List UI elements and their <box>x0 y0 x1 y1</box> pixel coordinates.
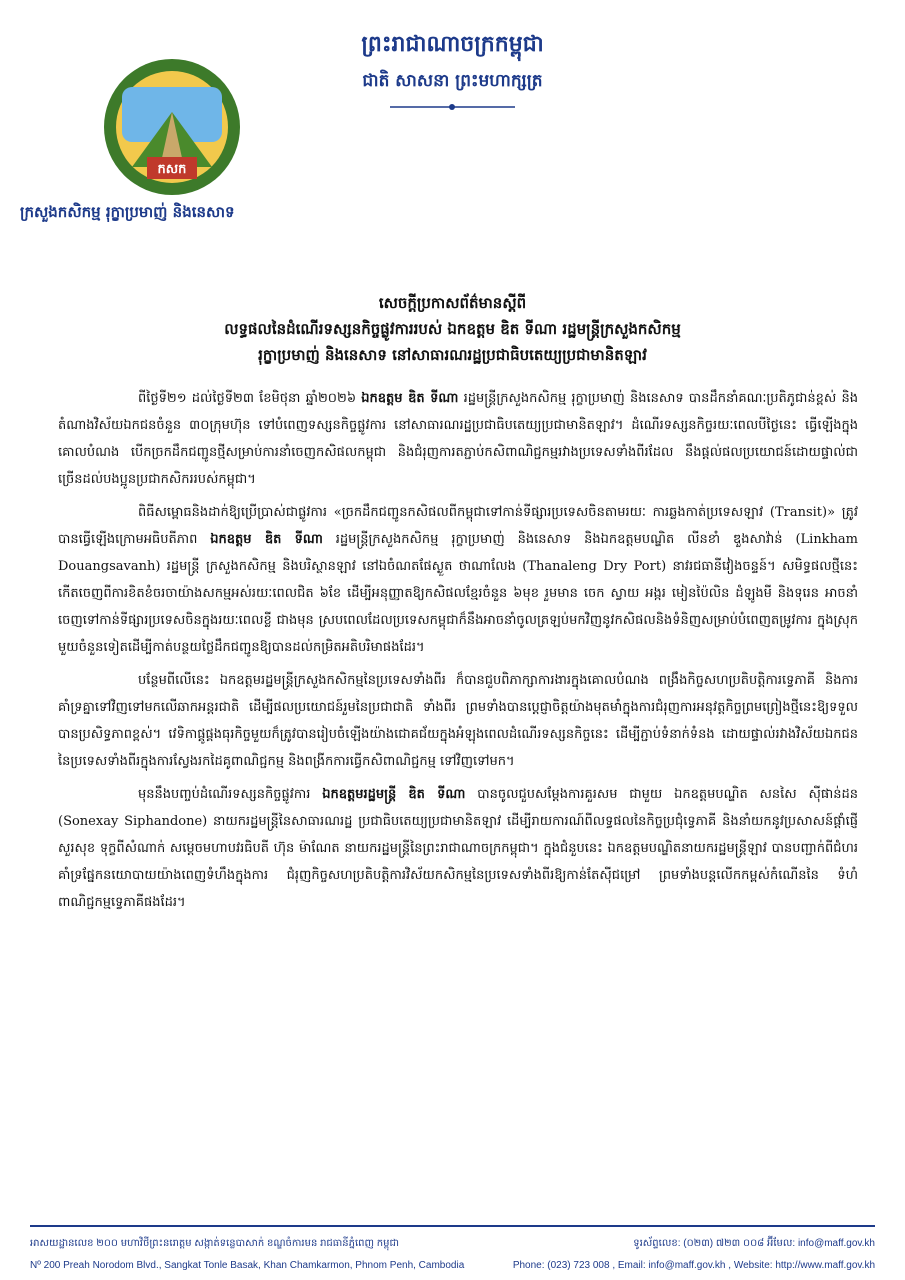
footer-contact <box>500 1233 875 1277</box>
paragraph: ពីថ្ងៃទី២១ ដល់ថ្ងៃទី២៣ ខែមិថុនា ឆ្នាំ២០២៦ ឯកឧត្តម ឌិត ទីណា រដ្ឋមន្ត្រីក្រសួងកសិកម្ម រុក្ខាប្រមាញ់ និងនេសាទ បានដឹកនាំគណៈប្រតិភូជាន់ខ្ពស់ និងតំណាងវិស័យឯកជនចំនួន ៣០ក្រុមហ៊ុន ទៅបំពេញទស្សនកិច្ចផ្លូវការ នៅសាធារណរដ្ឋប្រជាធិបតេយ្យប្រជាមានិតឡាវ។ ដំណើរទស្សនកិច្ចរយៈពេលបីថ្ងៃនេះ ធ្វើឡើងក្នុងគោលបំណង បើកច្រកដឹកជញ្ជូនថ្មីសម្រាប់ការនាំចេញកសិផលកម្ពុជា និងជំរុញការតភ្ជាប់កសិពាណិជ្ជកម្មរវាងប្រទេសទាំងពីរដែល នឹងផ្តល់ផលប្រយោជន៍ដោយផ្ទាល់ជាច្រើនដល់បងប្អូនប្រជាកសិកររបស់កម្ពុជា។ <box>58 391 858 487</box>
title-line-3: រុក្ខាប្រមាញ់ និងនេសាទ នៅសាធារណរដ្ឋប្រជាធិបតេយ្យប្រជាមានិតឡាវ <box>258 346 647 364</box>
address-khmer: អាសយដ្ឋានលេខ ២០០ មហាវិថីព្រះនរោត្តម សង្កាត់ទន្លេបាសាក់ ខណ្ឌចំការមន រាជធានីភ្នំពេញ កម្ពុជា <box>30 1238 400 1249</box>
logo-text: កសក <box>157 162 187 177</box>
contact-english: Phone: (023) 723 008 , Email: info@maff.gov.kh , Website: http://www.maff.gov.kh <box>512 1260 875 1271</box>
ornament-divider <box>390 102 515 112</box>
title-line-1: សេចក្តីប្រកាសព័ត៌មានស្តីពី <box>378 294 527 312</box>
paragraph: ពិធីសម្ពោធនិងដាក់ឱ្យប្រើប្រាស់ជាផ្លូវការ «ច្រកដឹកជញ្ជូនកសិផលពីកម្ពុជាទៅកាន់ទីផ្សារប្រទេសចិនតាមរយៈ ការឆ្លងកាត់ប្រទេសឡាវ (Transit)» ត្រូវបានធ្វើឡើងក្រោមអធិបតីភាព ឯកឧត្តម ឌិត ទីណា រដ្ឋមន្ត្រីក្រសួងកសិកម្ម រុក្ខាប្រមាញ់ និងនេសាទ និងឯកឧត្តមបណ្ឌិត លីនខាំ ឌួងសាវ៉ាន់ (Linkham Douangsavanh) រដ្ឋមន្ត្រី ក្រសួងកសិកម្ម និងបរិស្ថានឡាវ នៅឯចំណតផែស្ងួត ថាណាលែង (Thanaleng Dry Port) នាវរជធានីវៀងចន្ទន៍។ សមិទ្ធផលថ្មីនេះ កើតចេញពីការខិតខំចរចាយ៉ាងសកម្មអស់រយៈពេលជិត ៦ខែ ដើម្បីអនុញ្ញាតឱ្យកសិផលខ្មែរចំនួន ៦មុខ រួមមាន ចេក ស្វាយ អង្ករ មៀនប៉ៃលិន ដំឡូងមី និងទុរេន អាចនាំចេញទៅកាន់ទីផ្សារប្រទេសចិនក្នុងរយៈពេលខ្លី ជាងមុន ស្របពេលដែលប្រទេសកម្ពុជាក៏នឹងអាចនាំចូលត្រឡប់មកវិញនូវកសិផលនិងទំនិញសម្រាប់បំពេញតម្រូវការ ក្នុងស្រុកមួយចំនួនទៀតដើម្បីកាត់បន្ថយថ្លៃដឹកជញ្ជូនឱ្យបានដល់កម្រិតអតិបរិមាផងដែរ។ <box>58 505 859 655</box>
document-body <box>58 385 858 922</box>
ministry-name: ក្រសួងកសិកម្ម រុក្ខាប្រមាញ់ និងនេសាទ <box>20 203 235 221</box>
paragraph: មុននឹងបញ្ចប់ដំណើរទស្សនកិច្ចផ្លូវការ ឯកឧត្តមរដ្ឋមន្ត្រី ឌិត ទីណា បានចូលជួបសម្តែងការគួរសម ជាមួយ ឯកឧត្តមបណ្ឌិត សនសៃ ស៊ីផាន់ដន (Sonexay Siphandone) នាយករដ្ឋមន្ត្រីនៃសាធារណរដ្ឋ ប្រជាធិបតេយ្យប្រជាមានិតឡាវ ដើម្បីរាយការណ៍ពីលទ្ធផលនៃកិច្ចប្រជុំទ្វេភាគី និងនាំយកនូវប្រសាសន៍ផ្តាំផ្ញើសួរសុខ ទុក្ខពីសំណាក់ សម្តេចមហាបវរធិបតី ហ៊ុន ម៉ាណែត នាយករដ្ឋមន្ត្រីនៃព្រះរាជាណាចក្រកម្ពុជា។ ក្នុងជំនួបនេះ ឯកឧត្តមបណ្ឌិតនាយករដ្ឋមន្ត្រីឡាវ បានបញ្ជាក់ពីជំហរគាំទ្រផ្នែកនយោបាយយ៉ាងពេញទំហឹងក្នុងការ ជំរុញកិច្ចសហប្រតិបត្តិការវិស័យកសិកម្មនៃប្រទេសទាំងពីរឱ្យកាន់តែស៊ីជម្រៅ ព្រមទាំងបន្តលើកកម្ពស់កំណើននៃ ទំហំពាណិជ្ជកម្មទ្វេភាគីផងដែរ។ <box>58 787 858 910</box>
paragraph: បន្ថែមពីលើនេះ ឯកឧត្តមរដ្ឋមន្ត្រីក្រសួងកសិកម្មនៃប្រទេសទាំងពីរ ក៏បានជួបពិភាក្សាការងារក្នុងគោលបំណង ពង្រឹងកិច្ចសហប្រតិបត្តិការទ្វេភាគី និងការគាំទ្រគ្នាទៅវិញទៅមកលើឆាកអន្តរជាតិ ដើម្បីផលប្រយោជន៍រួមនៃប្រជាជាតិ ទាំងពីរ ព្រមទាំងបានប្តេជ្ញាចិត្តយ៉ាងមុតមាំក្នុងការជំរុញការអនុវត្តកិច្ចព្រមព្រៀងថ្មីនេះឱ្យទទួលបានប្រសិទ្ធភាពខ្ពស់។ វេទិកាផ្គូផ្គងធុរកិច្ចមួយក៏ត្រូវបានរៀបចំឡើងយ៉ាងជោគជ័យក្នុងអំឡុងពេលដំណើរទស្សនកិច្ចនេះ ដើម្បីភ្ជាប់ទំនាក់ទំនង ដោយផ្ទាល់រវាងវិស័យឯកជននៃប្រទេសទាំងពីរក្នុងការស្វែងរកដៃគូពាណិជ្ជកម្ម និងពង្រីកការធ្វើកសិពាណិជ្ជកម្ម ទៅវិញទៅមក។ <box>58 673 858 769</box>
footer-address <box>30 1233 500 1277</box>
title-line-2: លទ្ធផលនៃដំណើរទស្សនកិច្ចផ្លូវការរបស់ ឯកឧត្តម ឌិត ទីណា រដ្ឋមន្ត្រីក្រសួងកសិកម្ម <box>224 320 681 338</box>
address-english: Nº 200 Preah Norodom Blvd., Sangkat Tonle Basak, Khan Chamkarmon, Phnom Penh, Cambodia <box>30 1260 465 1271</box>
national-motto: ជាតិ សាសនា ព្រះមហាក្សត្រ <box>362 71 543 91</box>
contact-khmer: ទូរស័ព្ទលេខ: (០២៣) ៧២៣ ០០៨ អ៊ីមែល: info@maff.gov.kh <box>633 1238 875 1249</box>
letterhead <box>0 0 905 240</box>
ministry-logo <box>92 52 252 202</box>
footer-divider <box>30 1225 875 1227</box>
kingdom-title: ព្រះរាជាណាចក្រកម្ពុជា <box>361 31 544 57</box>
document-title <box>120 290 785 368</box>
